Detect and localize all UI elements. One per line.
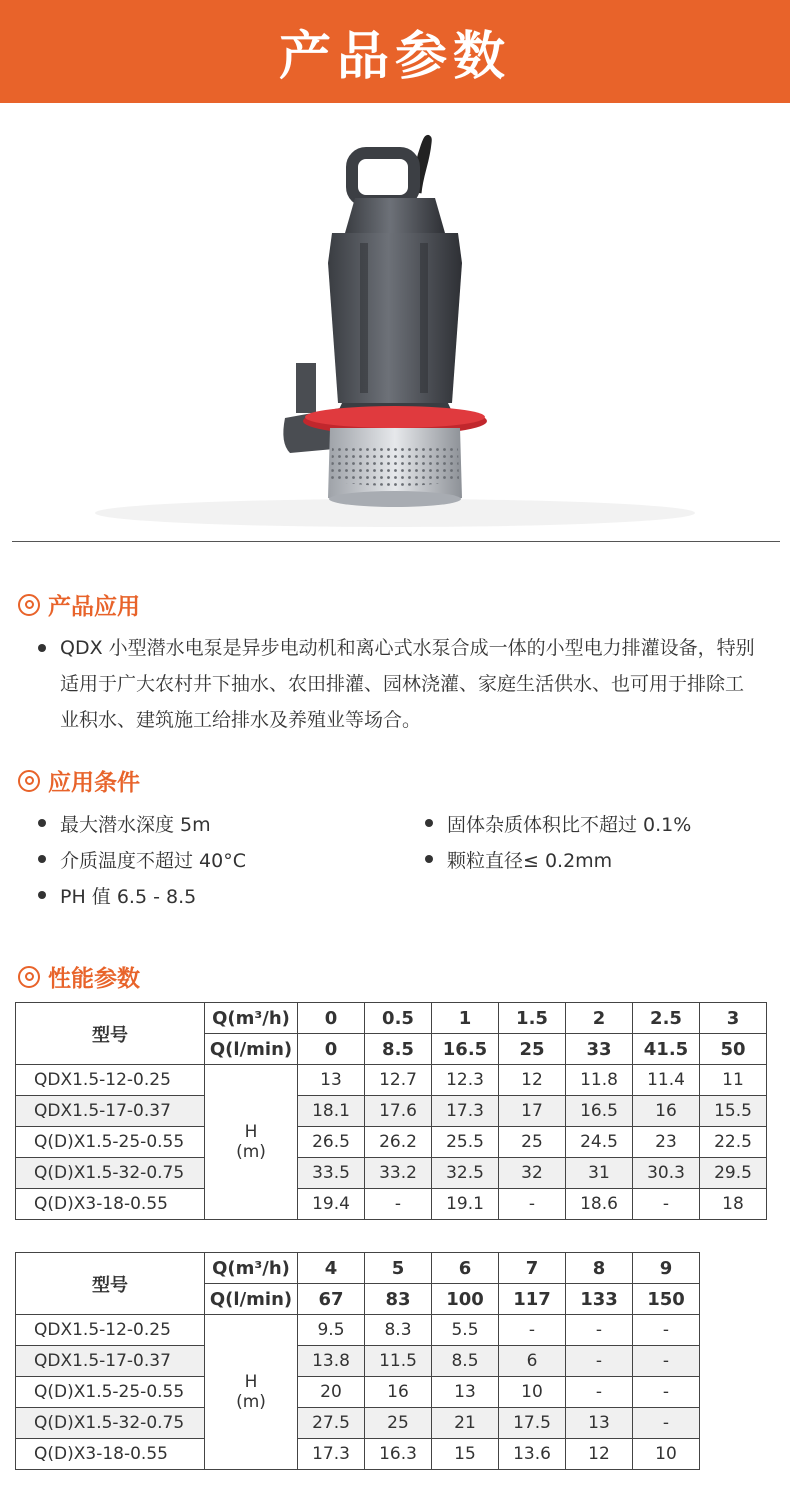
flow-cell: 133	[566, 1284, 633, 1315]
head-value-cell: 8.3	[365, 1315, 432, 1346]
model-cell: Q(D)X1.5-32-0.75	[16, 1158, 205, 1189]
head-value-cell: 6	[499, 1346, 566, 1377]
page-title: 产品参数	[278, 27, 511, 87]
head-value-cell: 15.5	[700, 1096, 767, 1127]
head-value-cell: 23	[633, 1127, 700, 1158]
bullet-icon	[38, 877, 60, 913]
head-value-cell: 10	[633, 1439, 700, 1470]
flow-m3h-label: Q(m³/h)	[205, 1003, 298, 1034]
head-value-cell: 17.3	[432, 1096, 499, 1127]
head-value-cell: 18.1	[298, 1096, 365, 1127]
head-value-cell: 15	[432, 1439, 499, 1470]
flow-cell: 7	[499, 1253, 566, 1284]
head-value-cell: 11.5	[365, 1346, 432, 1377]
head-value-cell: 12	[499, 1065, 566, 1096]
model-cell: Q(D)X3-18-0.55	[16, 1439, 205, 1470]
head-label-cell	[205, 1065, 298, 1220]
head-value-cell: -	[365, 1189, 432, 1220]
model-header: 型号	[16, 1253, 205, 1315]
head-value-cell: -	[633, 1408, 700, 1439]
head-value-cell: 17.3	[298, 1439, 365, 1470]
condition-item	[38, 805, 211, 841]
head-value-cell: 12.3	[432, 1065, 499, 1096]
head-value-cell: 13	[566, 1408, 633, 1439]
head-unit: (m)	[236, 1392, 266, 1412]
model-cell: QDX1.5-17-0.37	[16, 1096, 205, 1127]
bullet-icon	[38, 805, 60, 841]
head-value-cell: 26.2	[365, 1127, 432, 1158]
section-header-application	[18, 588, 140, 621]
head-value-cell: 27.5	[298, 1408, 365, 1439]
table-row	[16, 1096, 767, 1127]
head-value-cell: 13.8	[298, 1346, 365, 1377]
table-row	[16, 1346, 700, 1377]
model-header: 型号	[16, 1003, 205, 1065]
bullet-icon	[38, 841, 60, 877]
model-cell: Q(D)X1.5-25-0.55	[16, 1377, 205, 1408]
circle-target-icon	[18, 770, 40, 792]
table-row	[16, 1158, 767, 1189]
model-cell: Q(D)X1.5-25-0.55	[16, 1127, 205, 1158]
head-value-cell: 13	[432, 1377, 499, 1408]
condition-text: 最大潜水深度 5m	[60, 813, 211, 836]
condition-item	[425, 841, 612, 877]
head-value-cell: 11.4	[633, 1065, 700, 1096]
head-value-cell: 11	[700, 1065, 767, 1096]
model-cell: QDX1.5-12-0.25	[16, 1065, 205, 1096]
flow-cell: 3	[700, 1003, 767, 1034]
model-cell: QDX1.5-12-0.25	[16, 1315, 205, 1346]
flow-cell: 100	[432, 1284, 499, 1315]
head-value-cell: -	[633, 1346, 700, 1377]
circle-target-icon	[18, 594, 40, 616]
table-row	[16, 1189, 767, 1220]
flow-cell: 8	[566, 1253, 633, 1284]
flow-m3h-label: Q(m³/h)	[205, 1253, 298, 1284]
flow-cell: 1.5	[499, 1003, 566, 1034]
head-label: H	[244, 1122, 258, 1142]
table-row	[16, 1315, 700, 1346]
flow-lmin-label: Q(l/min)	[205, 1034, 298, 1065]
section-title-performance: 性能参数	[48, 966, 140, 992]
flow-cell: 2	[566, 1003, 633, 1034]
flow-cell: 117	[499, 1284, 566, 1315]
head-value-cell: 25	[365, 1408, 432, 1439]
head-value-cell: 5.5	[432, 1315, 499, 1346]
model-cell: Q(D)X1.5-32-0.75	[16, 1408, 205, 1439]
head-value-cell: 24.5	[566, 1127, 633, 1158]
condition-item	[425, 805, 691, 841]
flow-cell: 67	[298, 1284, 365, 1315]
bullet-icon	[425, 841, 447, 877]
flow-cell: 0.5	[365, 1003, 432, 1034]
section-header-conditions	[18, 764, 140, 797]
application-text: QDX 小型潜水电泵是异步电动机和离心式水泵合成一体的小型电力排灌设备，特别适用于广大农村井下抽水、农田排灌、园林浇灌、家庭生活供水、也可用于排除工业积水、建筑施工给排水及养殖业等场合。	[60, 637, 755, 731]
condition-text: PH 值 6.5 - 8.5	[60, 885, 197, 908]
head-value-cell: 17.6	[365, 1096, 432, 1127]
table-row	[16, 1408, 700, 1439]
flow-lmin-label: Q(l/min)	[205, 1284, 298, 1315]
flow-cell: 6	[432, 1253, 499, 1284]
flow-cell: 83	[365, 1284, 432, 1315]
bullet-icon	[425, 805, 447, 841]
section-title-application: 产品应用	[48, 594, 140, 620]
head-value-cell: 25	[499, 1127, 566, 1158]
flow-cell: 33	[566, 1034, 633, 1065]
head-value-cell: 16	[633, 1096, 700, 1127]
head-value-cell: 20	[298, 1377, 365, 1408]
section-title-conditions: 应用条件	[48, 770, 140, 796]
flow-cell: 41.5	[633, 1034, 700, 1065]
head-value-cell: 29.5	[700, 1158, 767, 1189]
circle-target-icon	[18, 966, 40, 988]
flow-cell: 0	[298, 1003, 365, 1034]
head-unit: (m)	[236, 1142, 266, 1162]
condition-item	[38, 877, 196, 913]
head-value-cell: 16.5	[566, 1096, 633, 1127]
flow-cell: 9	[633, 1253, 700, 1284]
condition-text: 固体杂质体积比不超过 0.1%	[447, 813, 692, 836]
flow-cell: 2.5	[633, 1003, 700, 1034]
section-header-performance	[18, 960, 140, 993]
head-value-cell: 11.8	[566, 1065, 633, 1096]
model-cell: QDX1.5-17-0.37	[16, 1346, 205, 1377]
condition-text: 颗粒直径≤ 0.2mm	[447, 849, 613, 872]
head-value-cell: -	[633, 1315, 700, 1346]
flow-cell: 50	[700, 1034, 767, 1065]
head-value-cell: 19.4	[298, 1189, 365, 1220]
head-value-cell: 31	[566, 1158, 633, 1189]
performance-table-2	[15, 1252, 700, 1470]
flow-cell: 5	[365, 1253, 432, 1284]
flow-cell: 150	[633, 1284, 700, 1315]
head-value-cell: -	[566, 1377, 633, 1408]
condition-item	[38, 841, 246, 877]
table-row	[16, 1127, 767, 1158]
head-value-cell: 8.5	[432, 1346, 499, 1377]
flow-cell: 8.5	[365, 1034, 432, 1065]
table-row	[16, 1439, 700, 1470]
head-value-cell: 25.5	[432, 1127, 499, 1158]
flow-cell: 4	[298, 1253, 365, 1284]
head-value-cell: 30.3	[633, 1158, 700, 1189]
head-value-cell: -	[633, 1377, 700, 1408]
application-description	[38, 630, 758, 738]
head-value-cell: 21	[432, 1408, 499, 1439]
head-value-cell: 18.6	[566, 1189, 633, 1220]
head-value-cell: -	[633, 1189, 700, 1220]
table-row	[16, 1377, 700, 1408]
page-banner	[0, 0, 790, 103]
head-value-cell: 13.6	[499, 1439, 566, 1470]
head-value-cell: -	[566, 1315, 633, 1346]
head-value-cell: 32.5	[432, 1158, 499, 1189]
head-value-cell: 19.1	[432, 1189, 499, 1220]
model-cell: Q(D)X3-18-0.55	[16, 1189, 205, 1220]
head-value-cell: 18	[700, 1189, 767, 1220]
head-value-cell: 16	[365, 1377, 432, 1408]
flow-cell: 16.5	[432, 1034, 499, 1065]
section-divider	[12, 541, 780, 542]
table-row	[16, 1065, 767, 1096]
head-value-cell: 9.5	[298, 1315, 365, 1346]
performance-table-1	[15, 1002, 767, 1220]
head-value-cell: -	[499, 1189, 566, 1220]
head-label: H	[244, 1372, 258, 1392]
pump-image	[0, 103, 790, 533]
head-value-cell: 12.7	[365, 1065, 432, 1096]
bullet-icon	[38, 630, 60, 738]
head-value-cell: 17	[499, 1096, 566, 1127]
flow-cell: 0	[298, 1034, 365, 1065]
head-value-cell: 17.5	[499, 1408, 566, 1439]
head-value-cell: -	[499, 1315, 566, 1346]
condition-text: 介质温度不超过 40°C	[60, 849, 246, 872]
head-value-cell: 16.3	[365, 1439, 432, 1470]
head-value-cell: 22.5	[700, 1127, 767, 1158]
flow-cell: 25	[499, 1034, 566, 1065]
head-value-cell: 26.5	[298, 1127, 365, 1158]
head-value-cell: -	[566, 1346, 633, 1377]
head-value-cell: 12	[566, 1439, 633, 1470]
head-value-cell: 32	[499, 1158, 566, 1189]
head-value-cell: 10	[499, 1377, 566, 1408]
flow-cell: 1	[432, 1003, 499, 1034]
head-value-cell: 13	[298, 1065, 365, 1096]
head-value-cell: 33.5	[298, 1158, 365, 1189]
head-value-cell: 33.2	[365, 1158, 432, 1189]
head-label-cell	[205, 1315, 298, 1470]
